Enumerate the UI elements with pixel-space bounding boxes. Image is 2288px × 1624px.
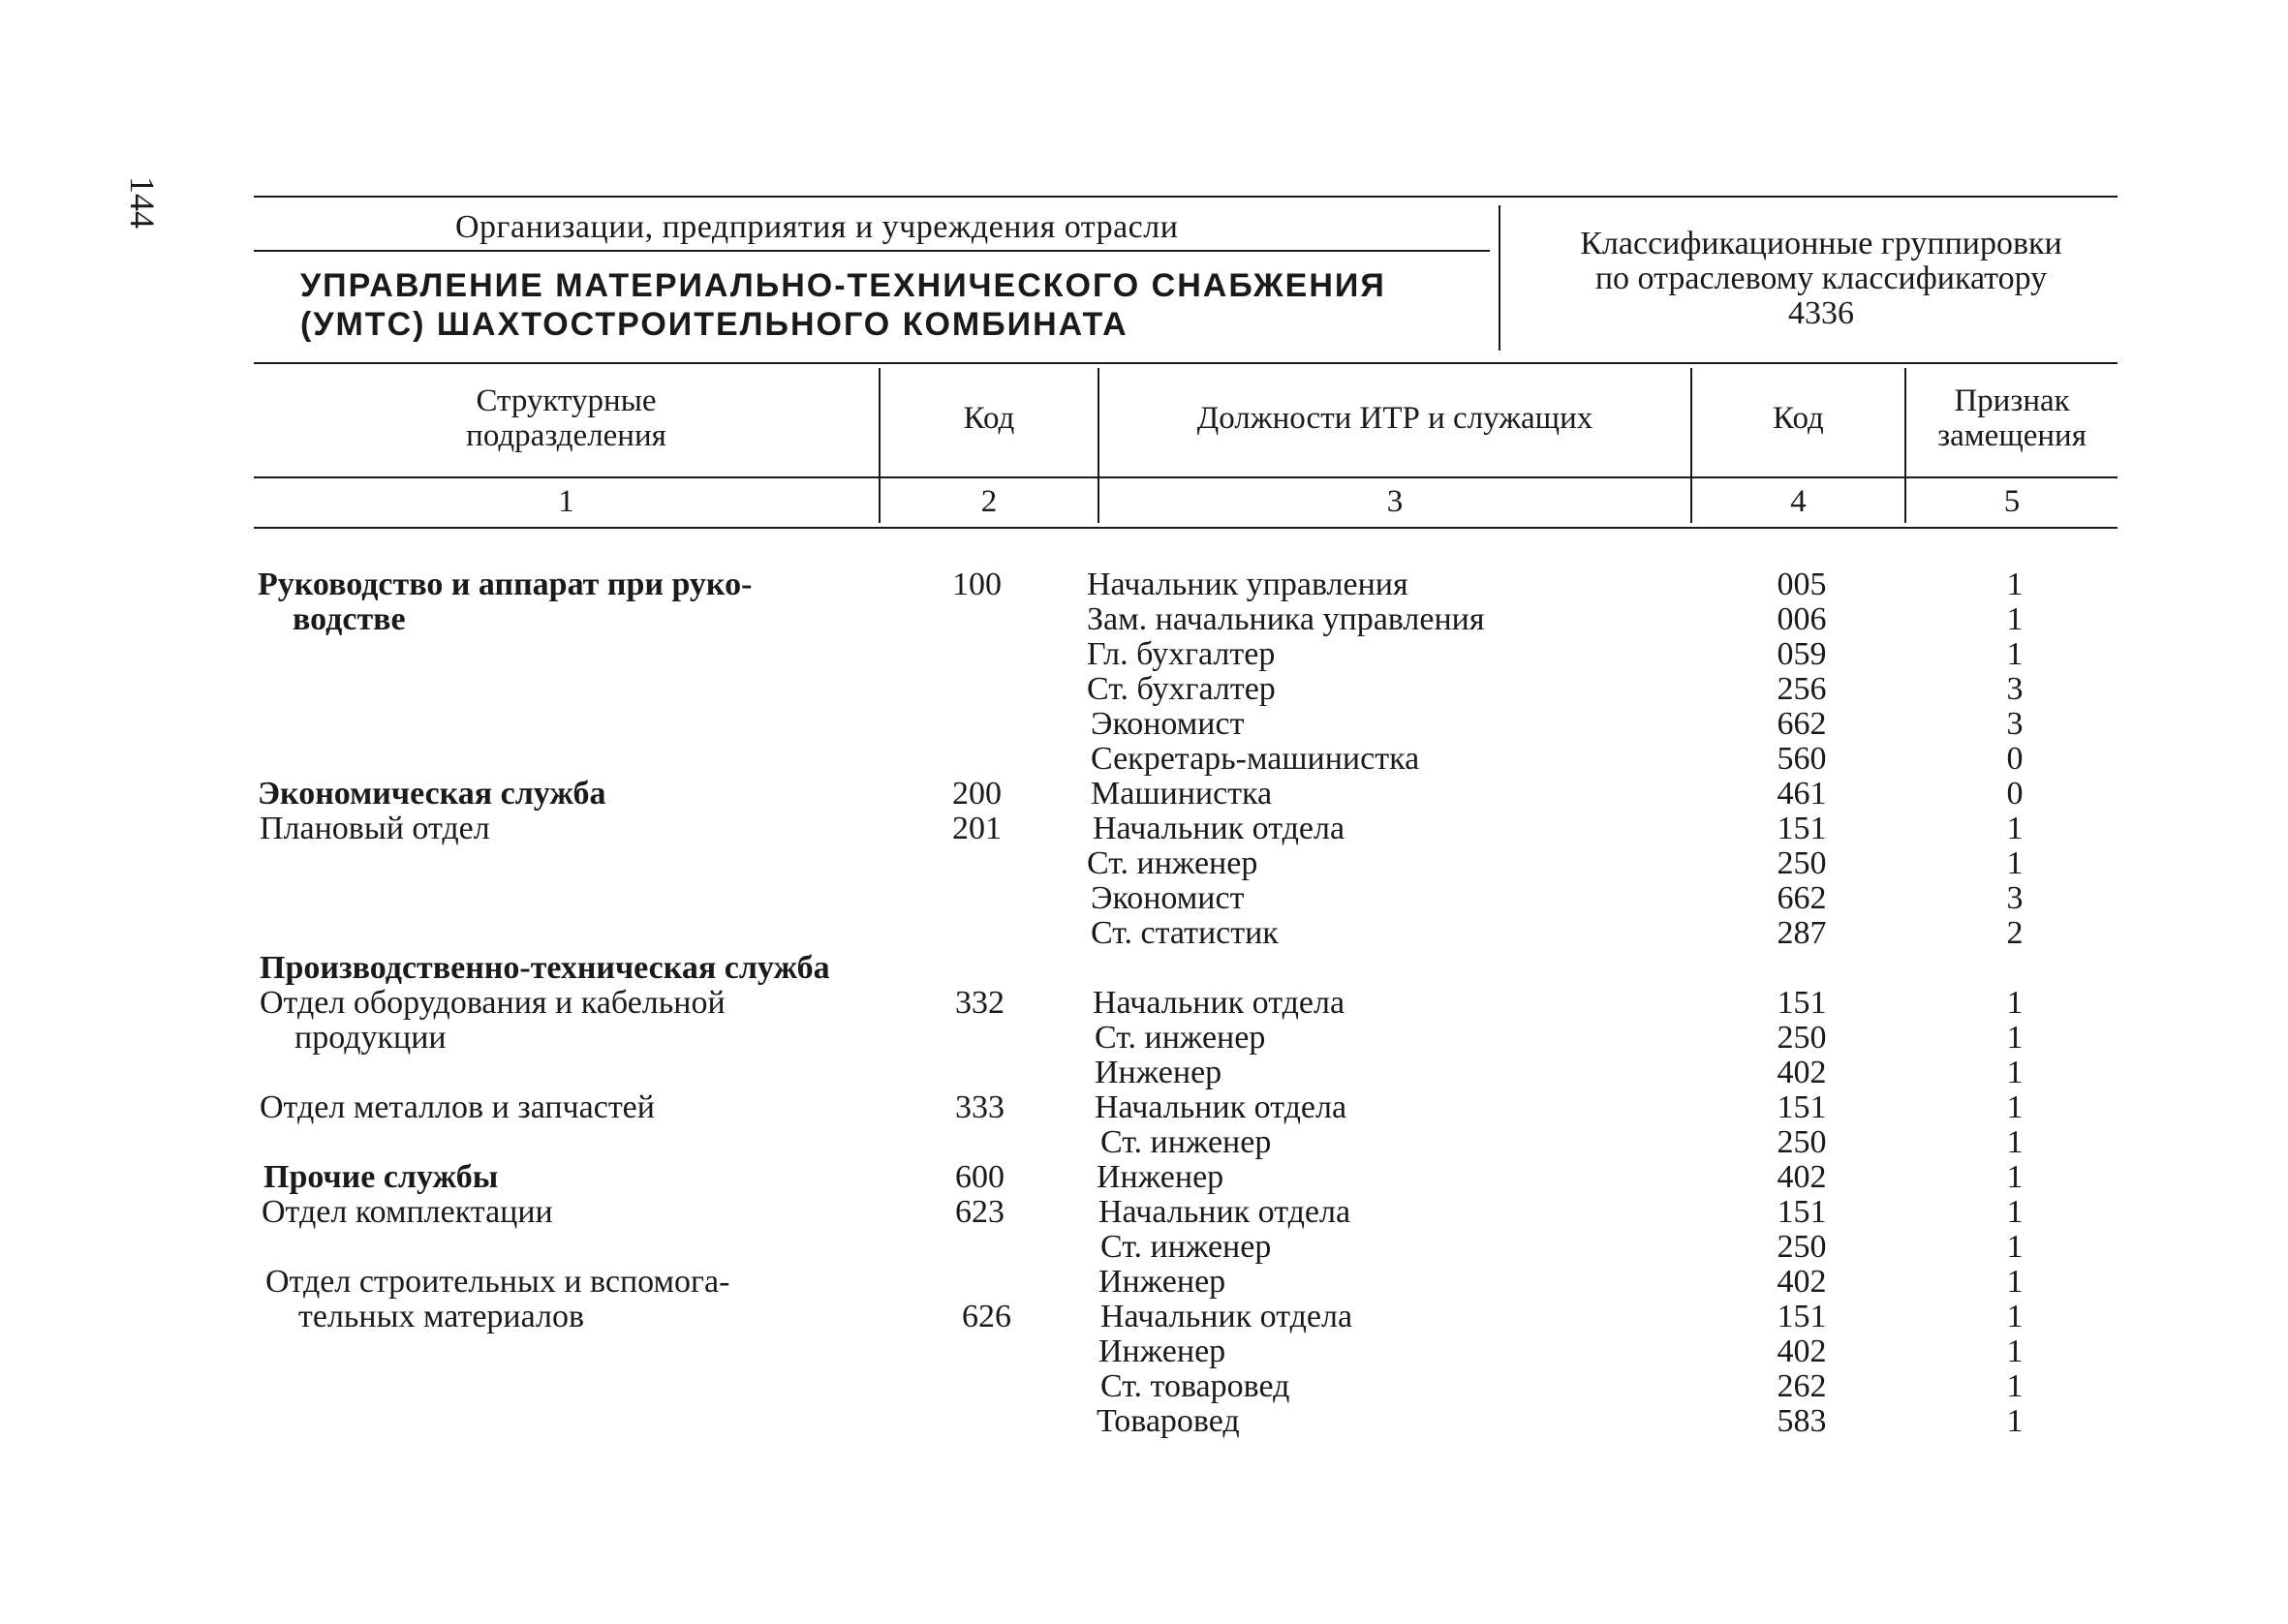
unit-name: Отдел оборудования и кабельной	[260, 985, 726, 1021]
position-code: 151	[1777, 1089, 1827, 1125]
classification-code: 4336	[1788, 295, 1854, 331]
position-code: 402	[1777, 1159, 1827, 1195]
position-title: Экономист	[1091, 880, 1245, 916]
position-code: 151	[1777, 811, 1827, 846]
replacement-sign: 3	[2006, 671, 2024, 707]
position-code: 005	[1777, 567, 1827, 602]
unit-code: 200	[952, 776, 1002, 812]
position-title: Машинистка	[1091, 776, 1273, 812]
organization-label: Организации, предприятия и учреждения отрасли	[455, 209, 1179, 245]
position-code: 059	[1777, 636, 1827, 672]
column-number-1: 1	[558, 484, 574, 519]
replacement-sign: 0	[2006, 741, 2024, 777]
replacement-sign: 1	[2006, 1159, 2024, 1195]
column-header-top-rule	[254, 362, 2118, 364]
header-divider	[1499, 205, 1500, 351]
position-code: 151	[1777, 985, 1827, 1021]
position-code: 250	[1777, 1124, 1827, 1160]
position-code: 402	[1777, 1055, 1827, 1090]
classification-line2: по отраслевому классификатору	[1594, 260, 2048, 296]
unit-name-cont: тельных материалов	[298, 1299, 585, 1334]
unit-name-cont: продукции	[294, 1020, 447, 1056]
unit-code: 626	[962, 1299, 1011, 1334]
replacement-sign: 1	[2006, 636, 2024, 672]
replacement-sign: 1	[2006, 1229, 2024, 1265]
unit-row: Производственно-техническая служба	[260, 950, 830, 986]
position-title: Начальник управления	[1087, 567, 1408, 602]
position-title: Секретарь-машинистка	[1091, 741, 1420, 777]
unit-row: Плановый отдел	[260, 811, 490, 846]
position-code: 250	[1777, 845, 1827, 881]
page-number: 144	[123, 176, 162, 229]
position-title: Начальник отдела	[1093, 985, 1345, 1021]
column-header-sign-line2: замещения	[1937, 418, 2087, 453]
replacement-sign: 1	[2006, 1089, 2024, 1125]
position-title: Ст. инженер	[1087, 845, 1258, 881]
position-title: Зам. начальника управления	[1087, 601, 1485, 637]
replacement-sign: 1	[2006, 985, 2024, 1021]
column-header-position-code: Код	[1773, 401, 1824, 436]
position-code: 250	[1777, 1229, 1827, 1265]
position-title: Инженер	[1095, 1055, 1222, 1090]
unit-code: 201	[952, 811, 1002, 846]
column-number-bottom-rule	[254, 527, 2118, 529]
column-number-top-rule	[254, 476, 2118, 478]
position-code: 006	[1777, 601, 1827, 637]
unit-code: 600	[955, 1159, 1005, 1195]
position-title: Начальник отдела	[1093, 811, 1345, 846]
org-label-rule	[254, 250, 1490, 252]
column-header-unit-code: Код	[963, 401, 1015, 436]
column-header-sign-line1: Признак	[1954, 383, 2070, 418]
column-number-5: 5	[2003, 484, 2021, 519]
column-header-units	[254, 383, 879, 453]
unit-row	[265, 1265, 729, 1334]
position-code: 287	[1777, 915, 1827, 951]
column-header-replacement-sign	[1906, 383, 2118, 453]
column-number-3: 3	[1386, 484, 1404, 519]
replacement-sign: 1	[2006, 845, 2024, 881]
replacement-sign: 1	[2006, 601, 2024, 637]
position-code: 262	[1777, 1368, 1827, 1404]
position-title: Ст. инженер	[1100, 1229, 1272, 1265]
unit-name-cont: водстве	[293, 601, 406, 637]
replacement-sign: 1	[2006, 567, 2024, 602]
document-title	[300, 266, 1386, 344]
position-title: Экономист	[1091, 706, 1245, 742]
position-title: Инженер	[1098, 1264, 1226, 1300]
position-title: Инженер	[1097, 1159, 1224, 1195]
document-title-line2: (УМТС) ШАХТОСТРОИТЕЛЬНОГО КОМБИНАТА	[300, 306, 1129, 343]
unit-row	[258, 567, 752, 637]
column-number-2: 2	[980, 484, 998, 519]
column-header-units-line1: Структурные	[476, 383, 657, 418]
unit-row: Отдел комплектации	[262, 1194, 553, 1230]
unit-code: 333	[955, 1089, 1005, 1125]
column-number-4: 4	[1790, 484, 1807, 519]
unit-row	[260, 986, 726, 1056]
position-code: 461	[1777, 776, 1827, 812]
position-code: 151	[1777, 1299, 1827, 1334]
top-rule	[254, 196, 2118, 198]
classification-line1: Классификационные группировки	[1580, 226, 2062, 261]
replacement-sign: 2	[2006, 915, 2024, 951]
unit-row: Экономическая служба	[258, 776, 606, 812]
replacement-sign: 1	[2006, 1368, 2024, 1404]
replacement-sign: 3	[2006, 706, 2024, 742]
position-code: 402	[1777, 1333, 1827, 1369]
replacement-sign: 1	[2006, 1264, 2024, 1300]
replacement-sign: 3	[2006, 880, 2024, 916]
position-title: Ст. инженер	[1095, 1020, 1266, 1056]
position-code: 256	[1777, 671, 1827, 707]
position-title: Ст. товаровед	[1100, 1368, 1290, 1404]
replacement-sign: 0	[2006, 776, 2024, 812]
replacement-sign: 1	[2006, 1020, 2024, 1056]
unit-row: Отдел металлов и запчастей	[260, 1089, 655, 1125]
unit-code: 623	[955, 1194, 1005, 1230]
unit-name: Отдел строительных и вспомога-	[265, 1264, 730, 1300]
replacement-sign: 1	[2006, 1403, 2024, 1439]
position-code: 560	[1777, 741, 1827, 777]
replacement-sign: 1	[2006, 1055, 2024, 1090]
replacement-sign: 1	[2006, 1194, 2024, 1230]
position-title: Товаровед	[1097, 1403, 1240, 1439]
replacement-sign: 1	[2006, 1299, 2024, 1334]
unit-name: Руководство и аппарат при руко-	[258, 567, 753, 602]
position-title: Гл. бухгалтер	[1087, 636, 1276, 672]
unit-code: 332	[955, 985, 1005, 1021]
position-title: Ст. статистик	[1091, 915, 1279, 951]
replacement-sign: 1	[2006, 811, 2024, 846]
position-title: Начальник отдела	[1095, 1089, 1347, 1125]
replacement-sign: 1	[2006, 1124, 2024, 1160]
unit-code: 100	[952, 567, 1002, 602]
position-title: Ст. инженер	[1100, 1124, 1272, 1160]
position-code: 662	[1777, 880, 1827, 916]
position-code: 583	[1777, 1403, 1827, 1439]
position-title: Начальник отдела	[1100, 1299, 1353, 1334]
position-code: 402	[1777, 1264, 1827, 1300]
classification-text	[1511, 227, 2131, 331]
column-header-positions: Должности ИТР и служащих	[1196, 401, 1593, 436]
position-code: 662	[1777, 706, 1827, 742]
position-code: 250	[1777, 1020, 1827, 1056]
position-title: Инженер	[1098, 1333, 1226, 1369]
document-title-line1: УПРАВЛЕНИЕ МАТЕРИАЛЬНО-ТЕХНИЧЕСКОГО СНАБЖЕНИЯ	[300, 267, 1386, 304]
replacement-sign: 1	[2006, 1333, 2024, 1369]
position-title: Начальник отдела	[1098, 1194, 1351, 1230]
unit-row: Прочие службы	[263, 1159, 499, 1195]
position-title: Ст. бухгалтер	[1087, 671, 1276, 707]
column-header-units-line2: подразделения	[466, 418, 666, 453]
position-code: 151	[1777, 1194, 1827, 1230]
